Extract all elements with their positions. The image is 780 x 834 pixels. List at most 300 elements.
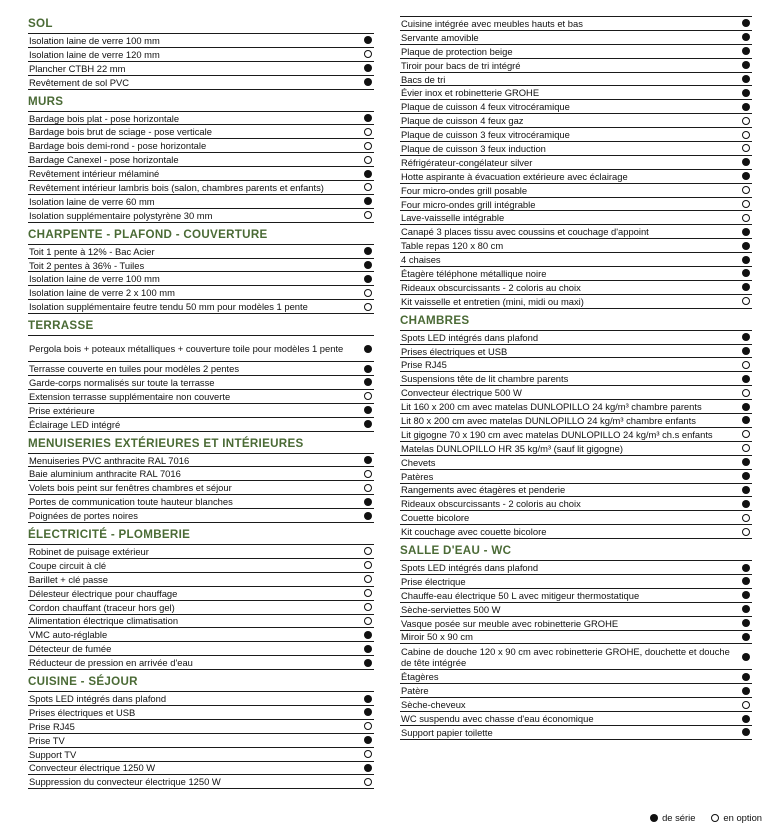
option-circle-icon [364,617,372,625]
section-murs [28,94,374,223]
option-circle-icon [711,814,719,822]
option-circle-icon [742,528,750,536]
equipment-row [400,428,752,442]
equipment-row [28,48,374,62]
standard-dot-icon [742,687,750,695]
section-cuisine-suite [400,16,752,309]
equipment-label: Toit 1 pente à 12% - Bac Acier [29,245,155,257]
equipment-label: Isolation laine de verre 100 mm [29,273,160,285]
standard-dot-icon [742,47,750,55]
option-circle-icon [742,430,750,438]
equipment-row [400,684,752,698]
equipment-label: Prise TV [29,734,65,746]
equipment-row [400,698,752,712]
equipment-row [28,734,374,748]
equipment-row [400,267,752,281]
equipment-row [28,76,374,90]
section-title: MENUISERIES EXTÉRIEURES ET INTÉRIEURES [28,436,374,454]
equipment-row [28,167,374,181]
standard-dot-icon [742,242,750,250]
equipment-row [28,587,374,601]
equipment-row [28,628,374,642]
standard-dot-icon [364,275,372,283]
option-circle-icon [742,186,750,194]
option-circle-icon [364,547,372,555]
equipment-label: Plancher CTBH 22 mm [29,62,126,74]
equipment-label: Prise extérieure [29,404,95,416]
equipment-label: Prises électriques et USB [401,345,508,357]
equipment-label: Étagères [401,671,439,683]
equipment-row [400,73,752,87]
section-charpente-plafond-couverture [28,227,374,314]
equipment-label: Plaque de cuisson 3 feux vitrocéramique [401,129,570,141]
option-circle-icon [364,470,372,478]
option-circle-icon [364,778,372,786]
section-cuisine-sejour [28,674,374,789]
option-circle-icon [742,444,750,452]
standard-dot-icon [742,472,750,480]
equipment-label: Hotte aspirante à évacuation extérieure avec éclairage [401,170,628,182]
equipment-label: Isolation laine de verre 2 x 100 mm [29,287,175,299]
equipment-row [400,525,752,539]
equipment-label: Isolation supplémentaire feutre tendu 50 mm pour modèles 1 pente [29,301,308,313]
equipment-row [400,170,752,184]
standard-dot-icon [742,19,750,27]
equipment-row [28,245,374,259]
section-menuiseries-exterieures-et-interieures [28,436,374,523]
option-circle-icon [364,289,372,297]
equipment-label: Kit couchage avec couette bicolore [401,526,547,538]
equipment-row [400,114,752,128]
option-circle-icon [742,144,750,152]
option-circle-icon [742,297,750,305]
equipment-label: Convecteur électrique 500 W [401,387,522,399]
equipment-label: Canapé 3 places tissu avec coussins et couchage d'appoint [401,226,649,238]
equipment-row [28,336,374,362]
standard-dot-icon [364,512,372,520]
equipment-label: Suspensions tête de lit chambre parents [401,373,569,385]
equipment-label: Revêtement intérieur lambris bois (salon, chambres parents et enfants) [29,181,324,193]
option-circle-icon [364,156,372,164]
equipment-label: Rideaux obscurcissants - 2 coloris au choix [401,498,581,510]
equipment-row [28,62,374,76]
standard-dot-icon [364,456,372,464]
equipment-row [400,253,752,267]
option-circle-icon [364,603,372,611]
equipment-label: Lave-vaisselle intégrable [401,212,505,224]
option-circle-icon [364,142,372,150]
section-title: SALLE D'EAU - WC [400,543,752,561]
equipment-label: Barillet + clé passe [29,573,108,585]
standard-dot-icon [364,78,372,86]
section-title: SOL [28,16,374,34]
equipment-label: Prise électrique [401,575,466,587]
equipment-row [28,300,374,314]
equipment-label: Bardage bois demi-rond - pose horizontale [29,140,207,152]
equipment-label: Prises électriques et USB [29,706,136,718]
standard-dot-icon [742,283,750,291]
equipment-row [28,748,374,762]
equipment-label: Alimentation électrique climatisation [29,615,179,627]
equipment-label: Patères [401,470,434,482]
equipment-row [28,601,374,615]
equipment-label: Cabine de douche 120 x 90 cm avec robinetterie GROHE, douchette et douche de tête intégrée [401,645,730,668]
equipment-label: Pergola bois + poteaux métalliques + couverture toile pour modèles 1 pente [29,343,344,355]
equipment-label: Toit 2 pentes à 36% - Tuiles [29,259,145,271]
equipment-label: Rangements avec étagères et penderie [401,484,566,496]
standard-dot-icon [742,619,750,627]
standard-dot-icon [742,591,750,599]
equipment-row [400,225,752,239]
equipment-label: Bardage bois brut de sciage - pose verticale [29,126,212,138]
equipment-label: Isolation laine de verre 120 mm [29,48,160,60]
equipment-row [400,631,752,645]
equipment-label: Plaque de cuisson 4 feux gaz [401,115,524,127]
equipment-label: Prise RJ45 [401,359,447,371]
equipment-label: Servante amovible [401,31,479,43]
standard-dot-icon [742,486,750,494]
equipment-row [28,720,374,734]
standard-dot-icon [742,673,750,681]
equipment-row [400,31,752,45]
standard-dot-icon [364,420,372,428]
equipment-row [400,511,752,525]
equipment-row [400,100,752,114]
equipment-row [400,211,752,225]
equipment-label: Rideaux obscurcissants - 2 coloris au choix [401,281,581,293]
option-circle-icon [364,392,372,400]
equipment-row [400,442,752,456]
equipment-row [400,198,752,212]
equipment-row [28,615,374,629]
equipment-label: Menuiseries PVC anthracite RAL 7016 [29,454,190,466]
standard-dot-icon [742,103,750,111]
option-circle-icon [742,131,750,139]
standard-dot-icon [364,498,372,506]
equipment-row [400,400,752,414]
equipment-row [28,125,374,139]
equipment-label: Sèche-cheveux [401,699,466,711]
standard-dot-icon [742,89,750,97]
equipment-row [400,86,752,100]
equipment-row [400,497,752,511]
option-circle-icon [742,514,750,522]
equipment-label: Isolation supplémentaire polystyrène 30 mm [29,209,213,221]
standard-dot-icon [364,406,372,414]
equipment-row [28,376,374,390]
equipment-label: Couette bicolore [401,512,470,524]
option-circle-icon [364,211,372,219]
equipment-row [400,561,752,575]
option-circle-icon [364,561,372,569]
equipment-label: VMC auto-réglable [29,629,108,641]
equipment-label: Matelas DUNLOPILLO HR 35 kg/m³ (sauf lit gigogne) [401,442,623,454]
equipment-row [400,414,752,428]
standard-dot-icon [364,695,372,703]
section-title: ÉLECTRICITÉ - PLOMBERIE [28,527,374,545]
standard-dot-icon [364,736,372,744]
equipment-label: Four micro-ondes grill posable [401,184,528,196]
equipment-row [28,573,374,587]
equipment-row [28,706,374,720]
equipment-label: Isolation laine de verre 100 mm [29,34,160,46]
section-chambres [400,313,752,539]
equipment-label: Lit 80 x 200 cm avec matelas DUNLOPILLO 24 kg/m³ chambre enfants [401,414,696,426]
option-circle-icon [364,750,372,758]
equipment-label: Volets bois peint sur fenêtres chambres et séjour [29,482,232,494]
equipment-label: Évier inox et robinetterie GROHE [401,87,540,99]
equipment-row [28,481,374,495]
equipment-label: Lit gigogne 70 x 190 cm avec matelas DUNLOPILLO 24 kg/m³ ch.s enfants [401,428,713,440]
standard-dot-icon [364,36,372,44]
equipment-row [400,156,752,170]
equipment-row [400,386,752,400]
equipment-label: Bacs de tri [401,73,446,85]
option-circle-icon [364,183,372,191]
equipment-row [400,726,752,740]
option-circle-icon [742,701,750,709]
equipment-label: Patère [401,685,429,697]
standard-dot-icon [742,564,750,572]
equipment-row [28,390,374,404]
equipment-row [28,286,374,300]
standard-dot-icon [364,247,372,255]
equipment-row [400,712,752,726]
standard-dot-icon [742,403,750,411]
equipment-row [28,495,374,509]
equipment-label: Spots LED intégrés dans plafond [29,693,167,704]
option-circle-icon [364,303,372,311]
equipment-row [28,209,374,223]
equipment-label: Baie aluminium anthracite RAL 7016 [29,468,181,480]
equipment-label: Miroir 50 x 90 cm [401,631,473,643]
equipment-row [400,281,752,295]
equipment-label: Délesteur électrique pour chauffage [29,587,178,599]
equipment-label: Éclairage LED intégré [29,418,121,430]
legend [612,812,762,823]
equipment-row [400,128,752,142]
equipment-row [400,372,752,386]
equipment-row [28,642,374,656]
equipment-row [400,470,752,484]
equipment-label: Sèche-serviettes 500 W [401,603,501,615]
equipment-label: Étagère téléphone métallique noire [401,267,547,279]
standard-dot-icon [742,728,750,736]
option-circle-icon [742,214,750,222]
equipment-label: Isolation laine de verre 60 mm [29,195,155,207]
section-sol [28,16,374,90]
standard-dot-icon [742,158,750,166]
option-circle-icon [742,200,750,208]
standard-dot-icon [742,375,750,383]
equipment-label: Four micro-ondes grill intégrable [401,198,536,210]
equipment-label: Spots LED intégrés dans plafond [401,331,539,343]
standard-dot-icon [742,256,750,264]
standard-dot-icon [742,458,750,466]
equipment-label: Cuisine intégrée avec meubles hauts et bas [401,17,583,29]
equipment-row [400,17,752,31]
equipment-label: Terrasse couverte en tuiles pour modèles 2 pentes [29,363,240,375]
standard-dot-icon [364,261,372,269]
equipment-label: WC suspendu avec chasse d'eau économique [401,713,594,725]
equipment-row [28,195,374,209]
section-title: CHARPENTE - PLAFOND - COUVERTURE [28,227,374,245]
standard-dot-icon [364,365,372,373]
equipment-row [28,656,374,670]
equipment-row [400,142,752,156]
option-circle-icon [742,117,750,125]
equipment-row [400,295,752,309]
equipment-row [28,259,374,273]
equipment-row [28,454,374,468]
equipment-label: Vasque posée sur meuble avec robinetterie GROHE [401,617,619,629]
standard-dot-icon [742,33,750,41]
equipment-label: Kit vaisselle et entretien (mini, midi ou maxi) [401,295,584,307]
standard-dot-icon [364,114,372,122]
equipment-label: Spots LED intégrés dans plafond [401,562,539,573]
equipment-label: Coupe circuit à clé [29,559,107,571]
standard-dot-icon [742,228,750,236]
equipment-row [400,456,752,470]
standard-dot-icon [650,814,658,822]
equipment-row [400,603,752,617]
equipment-label: Plaque de protection beige [401,45,513,57]
standard-dot-icon [364,170,372,178]
standard-dot-icon [364,708,372,716]
standard-dot-icon [742,500,750,508]
standard-dot-icon [742,416,750,424]
equipment-label: Réducteur de pression en arrivée d'eau [29,657,193,669]
standard-dot-icon [742,715,750,723]
standard-dot-icon [742,61,750,69]
equipment-row [400,358,752,372]
equipment-row [400,644,752,670]
standard-dot-icon [742,577,750,585]
equipment-row [28,509,374,523]
option-circle-icon [364,50,372,58]
equipment-row [400,575,752,589]
legend-standard-label: de série [662,812,696,823]
standard-dot-icon [364,345,372,353]
standard-dot-icon [364,378,372,386]
equipment-row [28,692,374,706]
equipment-row [400,331,752,345]
equipment-label: Bardage Canexel - pose horizontale [29,154,179,166]
equipment-row [28,112,374,126]
equipment-label: Table repas 120 x 80 cm [401,240,504,252]
section-title: CHAMBRES [400,313,752,331]
equipment-row [400,589,752,603]
equipment-label: Réfrigérateur-congélateur silver [401,156,533,168]
equipment-label: Poignées de portes noires [29,510,138,522]
option-circle-icon [364,128,372,136]
standard-dot-icon [742,633,750,641]
equipment-row [28,139,374,153]
equipment-label: Portes de communication toute hauteur blanches [29,496,233,508]
standard-dot-icon [364,659,372,667]
section-electricite-plomberie [28,527,374,670]
equipment-row [28,467,374,481]
equipment-label: Prise RJ45 [29,720,75,732]
equipment-label: Plaque de cuisson 4 feux vitrocéramique [401,101,570,113]
equipment-row [400,239,752,253]
equipment-label: Chauffe-eau électrique 50 L avec mitigeur thermostatique [401,589,640,601]
section-salle-d-eau-wc [400,543,752,740]
equipment-row [400,45,752,59]
equipment-label: Convecteur électrique 1250 W [29,762,156,774]
equipment-row [400,484,752,498]
equipment-label: Extension terrasse supplémentaire non couverte [29,390,231,402]
equipment-row [28,34,374,48]
left-column [28,16,374,789]
standard-dot-icon [364,764,372,772]
equipment-label: Bardage bois plat - pose horizontale [29,112,180,124]
equipment-label: Support papier toilette [401,726,493,738]
equipment-row [28,181,374,195]
equipment-label: Cordon chauffant (traceur hors gel) [29,601,175,613]
equipment-label: Tiroir pour bacs de tri intégré [401,59,521,71]
standard-dot-icon [742,605,750,613]
equipment-row [28,559,374,573]
equipment-row [400,670,752,684]
option-circle-icon [364,722,372,730]
option-circle-icon [364,575,372,583]
equipment-row [28,153,374,167]
standard-dot-icon [742,172,750,180]
equipment-row [400,184,752,198]
standard-dot-icon [742,653,750,661]
equipment-label: Revêtement de sol PVC [29,76,130,88]
standard-dot-icon [742,269,750,277]
equipment-label: Garde-corps normalisés sur toute la terrasse [29,376,215,388]
standard-dot-icon [364,64,372,72]
section-terrasse [28,318,374,431]
equipment-label: Plaque de cuisson 3 feux induction [401,142,546,154]
equipment-row [28,272,374,286]
standard-dot-icon [742,333,750,341]
equipment-row [400,617,752,631]
legend-option-label: en option [723,812,762,823]
option-circle-icon [364,484,372,492]
equipment-label: Suppression du convecteur électrique 1250 W [29,776,221,788]
equipment-row [28,775,374,789]
right-column [400,16,752,740]
standard-dot-icon [742,347,750,355]
option-circle-icon [364,589,372,597]
equipment-label: Lit 160 x 200 cm avec matelas DUNLOPILLO 24 kg/m³ chambre parents [401,401,702,413]
section-title: CUISINE - SÉJOUR [28,674,374,692]
equipment-row [28,362,374,376]
equipment-row [28,404,374,418]
standard-dot-icon [364,645,372,653]
equipment-row [400,345,752,359]
equipment-row [28,418,374,432]
equipment-row [400,59,752,73]
option-circle-icon [742,361,750,369]
equipment-label: 4 chaises [401,254,441,266]
equipment-row [28,762,374,776]
standard-dot-icon [742,75,750,83]
standard-dot-icon [364,631,372,639]
equipment-label: Robinet de puisage extérieur [29,545,149,557]
section-title: MURS [28,94,374,112]
option-circle-icon [742,389,750,397]
equipment-label: Chevets [401,456,436,468]
equipment-row [28,545,374,559]
equipment-label: Détecteur de fumée [29,643,112,655]
section-title: TERRASSE [28,318,374,336]
equipment-label: Support TV [29,748,77,760]
